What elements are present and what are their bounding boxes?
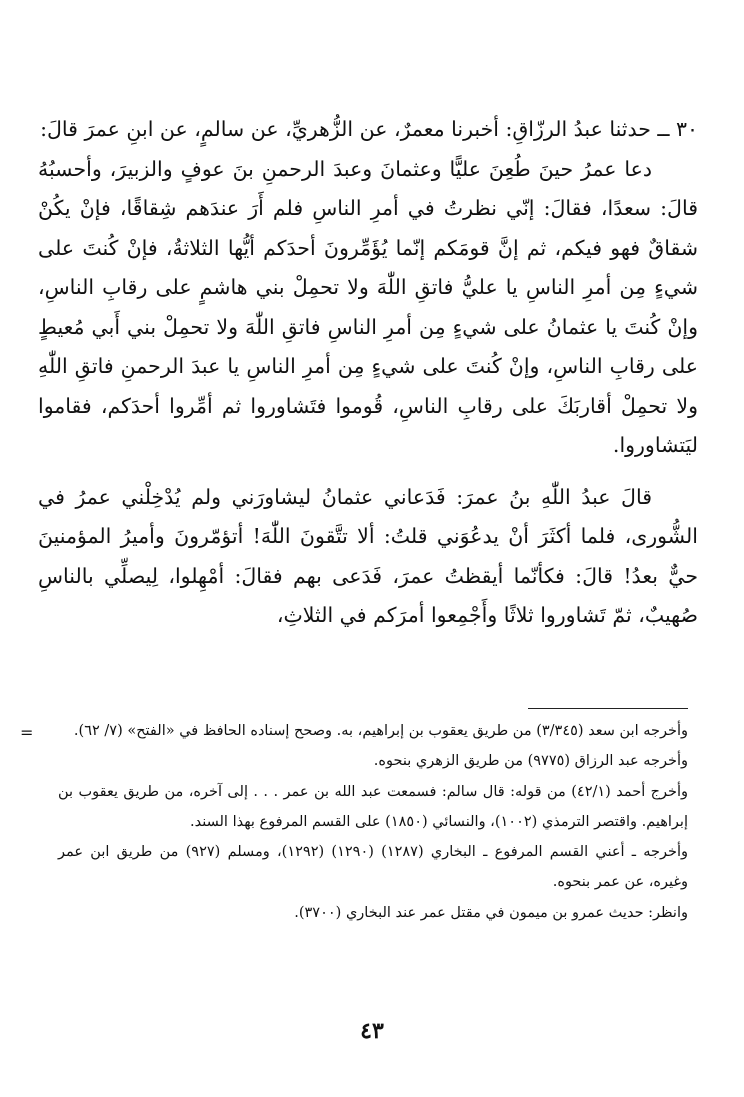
footnotes [58, 716, 688, 928]
footnote-separator [528, 708, 688, 709]
footnote-line: وأخرجه عبد الرزاق (٩٧٧٥) من طريق الزهري بنحوه. [373, 753, 688, 770]
main-text [38, 110, 698, 636]
footnote-line: وأخرج أحمد (٤٢/١) من قوله: قال سالم: فسمعت عبد الله بن عمر . . . إلى آخره، من طريق يعقوب بن إبراهيم. واقتصر الترمذي (١٠٠٢)، والنسائي (١٨٥٠) على القسم المرفوع بهذا السند. [58, 783, 688, 830]
footnote-line: وأخرجه ابن سعد (٣/٣٤٥) من طريق يعقوب بن إبراهيم، به. وصحح إسناده الحافظ في «الفتح» (٧/ ٦٢). [73, 723, 688, 739]
hadith-body-paragraph: دعا عمرُ حينَ طُعِنَ عليًّا وعثمانَ وعبدَ الرحمنِ بنَ عوفٍ والزبيرَ، وأحسبُهُ قالَ: سعدًا، فقالَ: إنّي نظرتُ في أمرِ الناسِ فلم أَرَ عندَهم شِقاقًا، فإنْ يكُنْ شقاقٌ فهو فيكم، ثم إنَّ قومَكم إنّما يُؤَمِّرونَ أحدَكم أيُّها الثلاثةُ، فإنْ كُنتَ على شيءٍ مِن أمرِ الناسِ يا عليُّ فاتقِ اللّٰهَ ولا تحمِلْ بني هاشمٍ على رقابِ الناسِ، وإنْ كُنتَ يا عثمانُ على شيءٍ مِن أمرِ الناسِ فاتقِ اللّٰهَ ولا تحمِلْ بني أَبي مُعيطٍ على رقابِ الناسِ، وإنْ كُنتَ على شيءٍ مِن أمرِ الناسِ يا عبدَ الرحمنِ فاتقِ اللّٰهِ ولا تحمِلْ أقاربَكَ على رقابِ الناسِ، قُوموا فتَشاوروا ثم أمِّروا أحدَكم، فقاموا ليَتشاوروا. [38, 156, 698, 457]
hadith-continuation-paragraph: قالَ عبدُ اللّٰهِ بنُ عمرَ: فَدَعاني عثمانُ ليشاورَني ولم يُدْخِلْني عمرُ في الشُّورى، فلما أكثَرَ أنْ يدعُوَني قلتُ: ألا تتَّقونَ اللّٰهَ! أتؤمّرونَ وأميرُ المؤمنينَ حيٌّ بعدُ! قالَ: فكأنّما أيقظتُ عمرَ، فَدَعى بهم فقالَ: أمْهِلوا، لِيصلِّي بالناسِ صُهيبٌ، ثمّ تَشاوروا ثلاثًا وأَجْمِعوا أمرَكم في الثلاثِ، [38, 484, 698, 627]
footnote-line: وانظر: حديث عمرو بن ميمون في مقتل عمر عند البخاري (٣٧٠٠). [294, 904, 688, 921]
footnote-continuation-mark: = [20, 723, 34, 742]
footnote-line: وأخرجه ـ أعني القسم المرفوع ـ البخاري (١٢٨٧) (١٢٩٠) (١٢٩٢)، ومسلم (٩٢٧) من طريق ابن عمر وغيره، عن عمر بنحوه. [58, 844, 688, 891]
hadith-isnad-paragraph: ٣٠ ــ حدثنا عبدُ الرزّاقِ: أخبرنا معمرٌ، عن الزُّهريِّ، عن سالمٍ، عن ابنِ عمرَ قالَ: [40, 117, 698, 141]
page-number: ٤٣ [360, 1018, 384, 1044]
